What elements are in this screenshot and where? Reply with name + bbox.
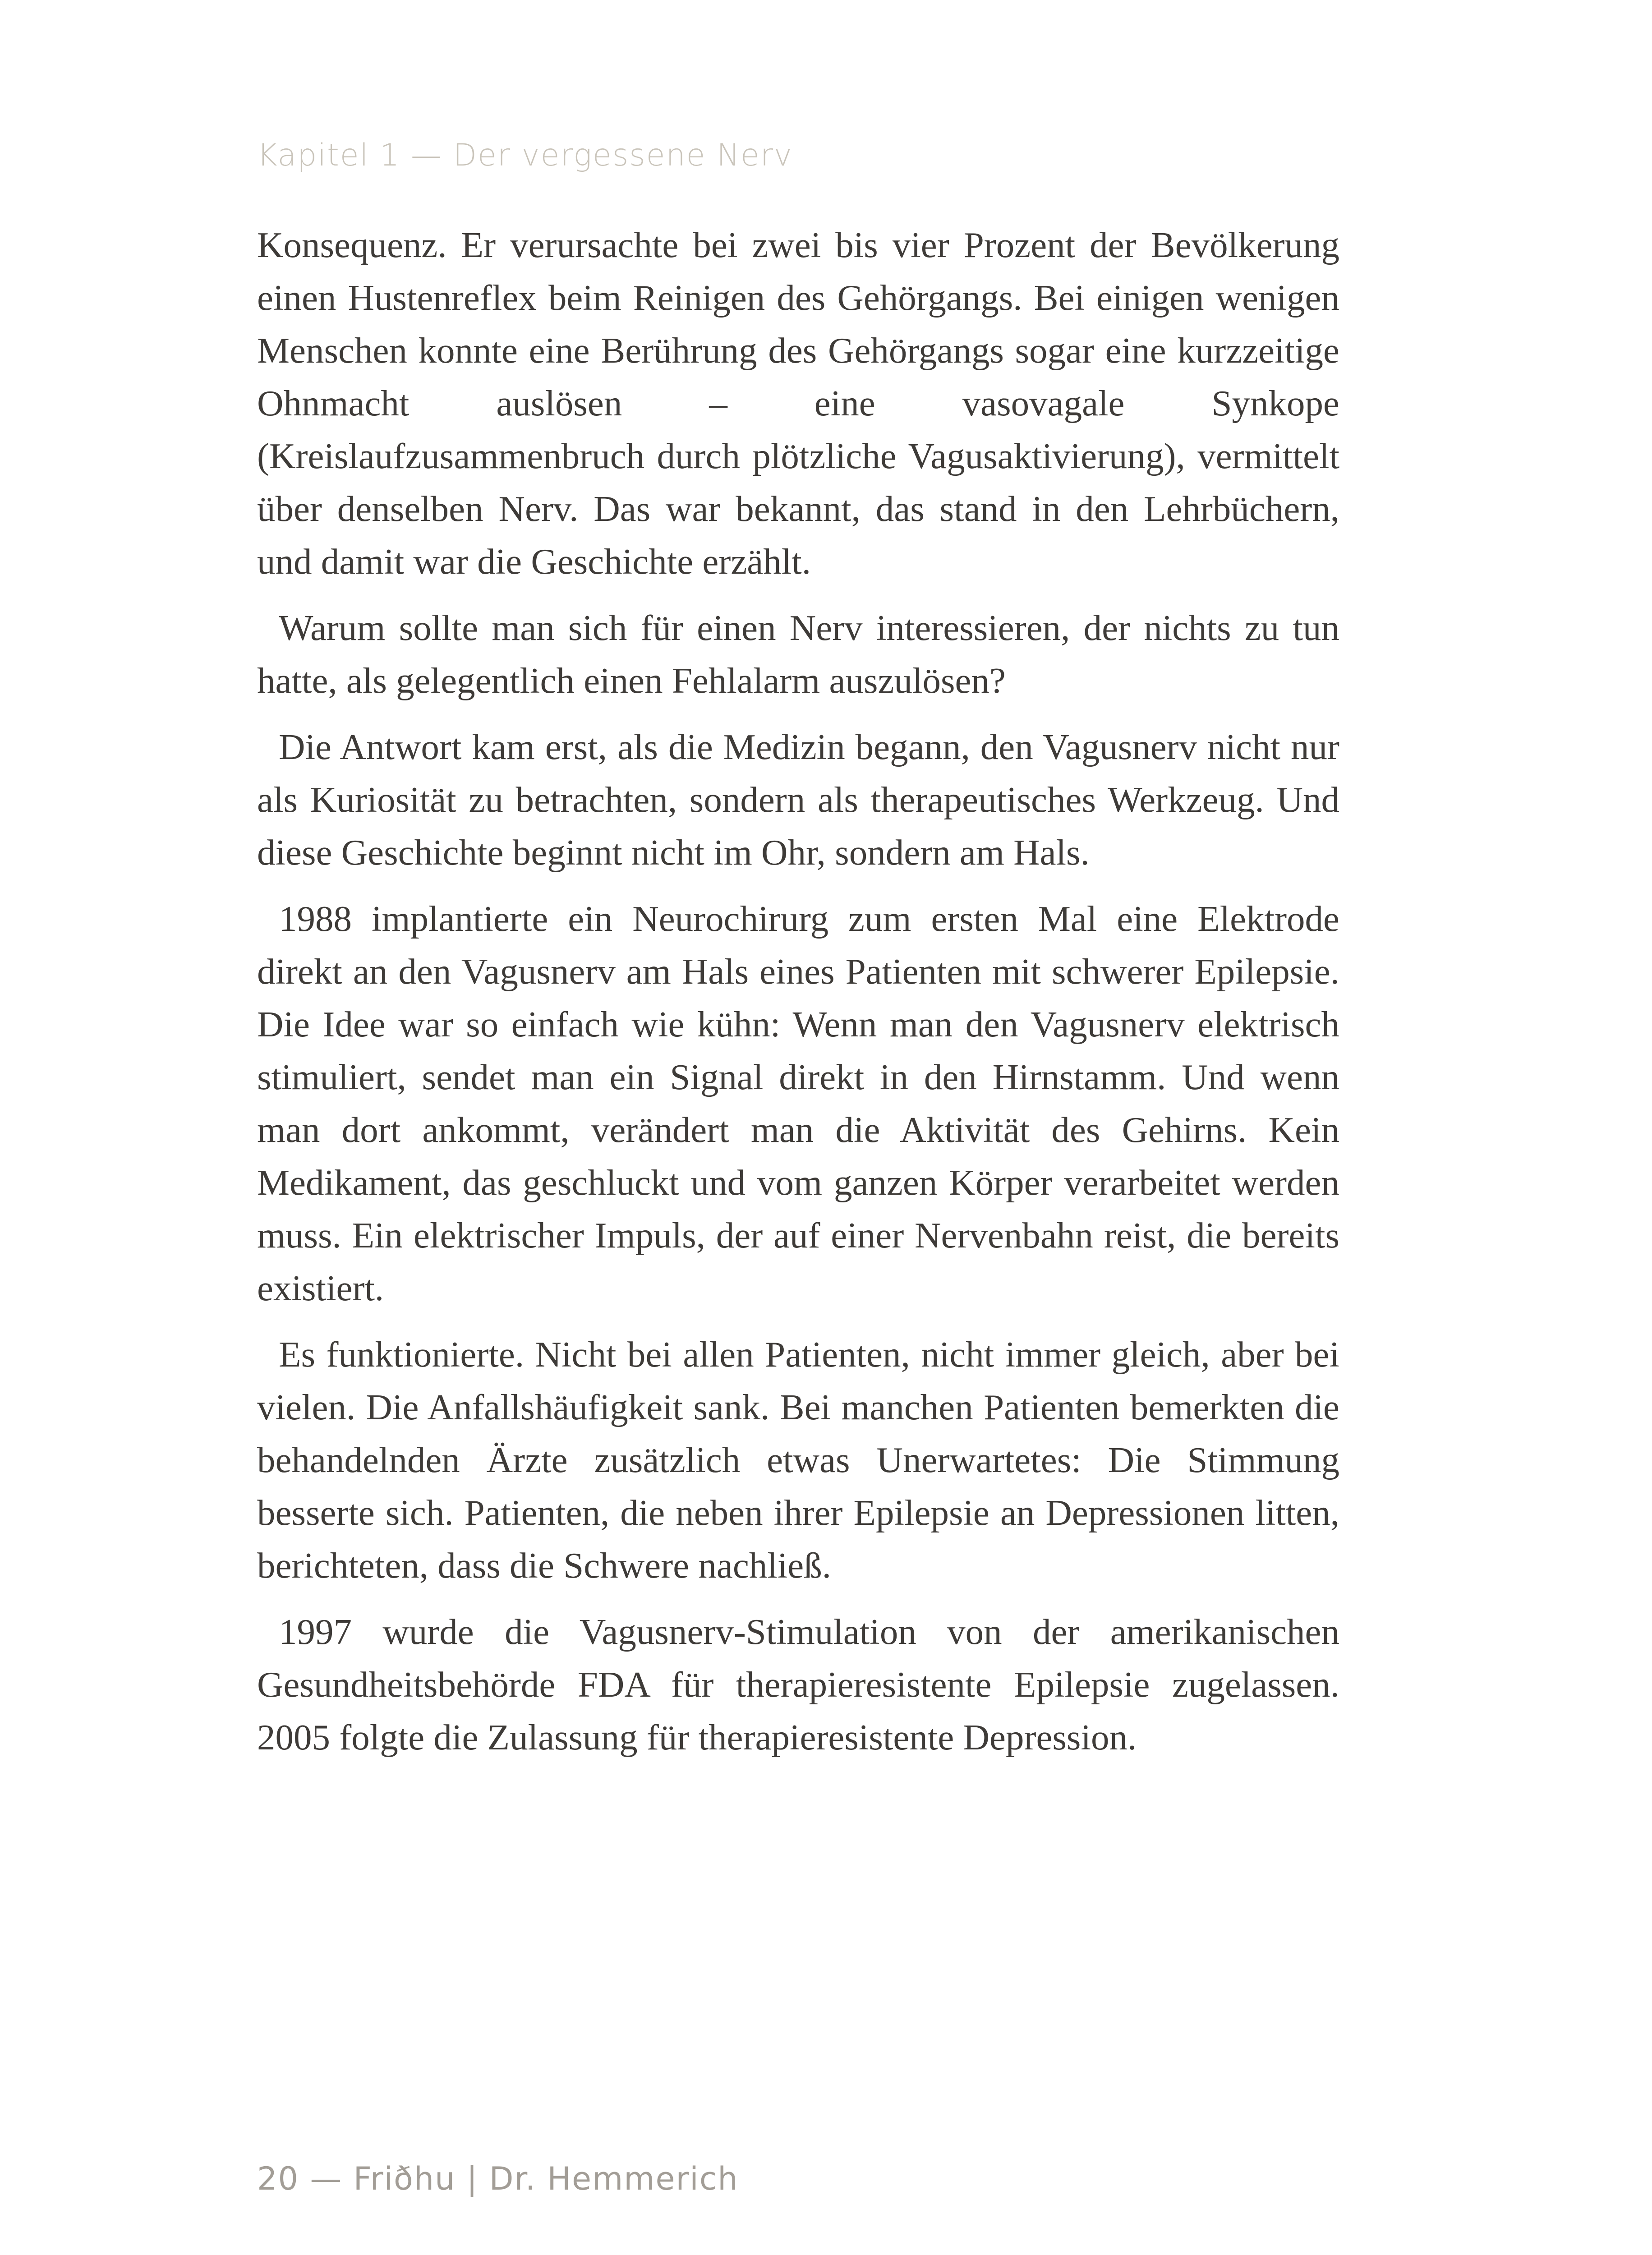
page-footer: 20 — Friðhu | Dr. Hemmerich <box>257 2160 739 2197</box>
paragraph-6: 1997 wurde die Vagusnerv-Stimulation von der amerikanischen Gesundheitsbehörde FDA für therapieresistente Epilepsie zugelassen. 2005 folgte die Zulassung für therapieresistente Depression. <box>257 1611 1339 1758</box>
running-header: Kapitel 1 — Der vergessene Nerv <box>257 138 793 173</box>
paragraph-3: Die Antwort kam erst, als die Medizin begann, den Vagusnerv nicht nur als Kuriosität zu betrachten, sondern als therapeutisches Werkzeug. Und diese Geschichte beginnt nicht im Ohr, sondern am Hals. <box>257 727 1339 873</box>
body-text <box>257 219 1339 1777</box>
paragraph-4: 1988 implantierte ein Neurochirurg zum ersten Mal eine Elektrode direkt an den Vagusnerv am Hals eines Patienten mit schwerer Epilepsie. Die Idee war so einfach wie kühn: Wenn man den Vagusnerv elektrisch stimuliert, sendet man ein Signal direkt in den Hirnstamm. Und wenn man dort ankommt, verändert man die Aktivität des Gehirns. Kein Medikament, das geschluckt und vom ganzen Körper verarbeitet werden muss. Ein elektrischer Impuls, der auf einer Nervenbahn reist, die bereits existiert. <box>257 898 1339 1308</box>
paragraph-1: Konsequenz. Er verursachte bei zwei bis vier Prozent der Bevölkerung einen Hustenreflex beim Reinigen des Gehörgangs. Bei einigen wenigen Menschen konnte eine Berührung des Gehörgangs sogar eine kurzzeitige Ohnmacht auslösen – eine vasovagale Synkope (Kreislaufzusammenbruch durch plötzliche Vagusaktivierung), vermittelt über denselben Nerv. Das war bekannt, das stand in den Lehrbüchern, und damit war die Geschichte erzählt. <box>257 225 1339 582</box>
paragraph-2: Warum sollte man sich für einen Nerv interessieren, der nichts zu tun hatte, als gelegentlich einen Fehlalarm auszulösen? <box>257 607 1339 701</box>
paragraph-5: Es funktionierte. Nicht bei allen Patienten, nicht immer gleich, aber bei vielen. Die Anfallshäufigkeit sank. Bei manchen Patienten bemerkten die behandelnden Ärzte zusätzlich etwas Unerwartetes: Die Stimmung besserte sich. Patienten, die neben ihrer Epilepsie an Depressionen litten, berichteten, dass die Schwere nachließ. <box>257 1334 1339 1586</box>
